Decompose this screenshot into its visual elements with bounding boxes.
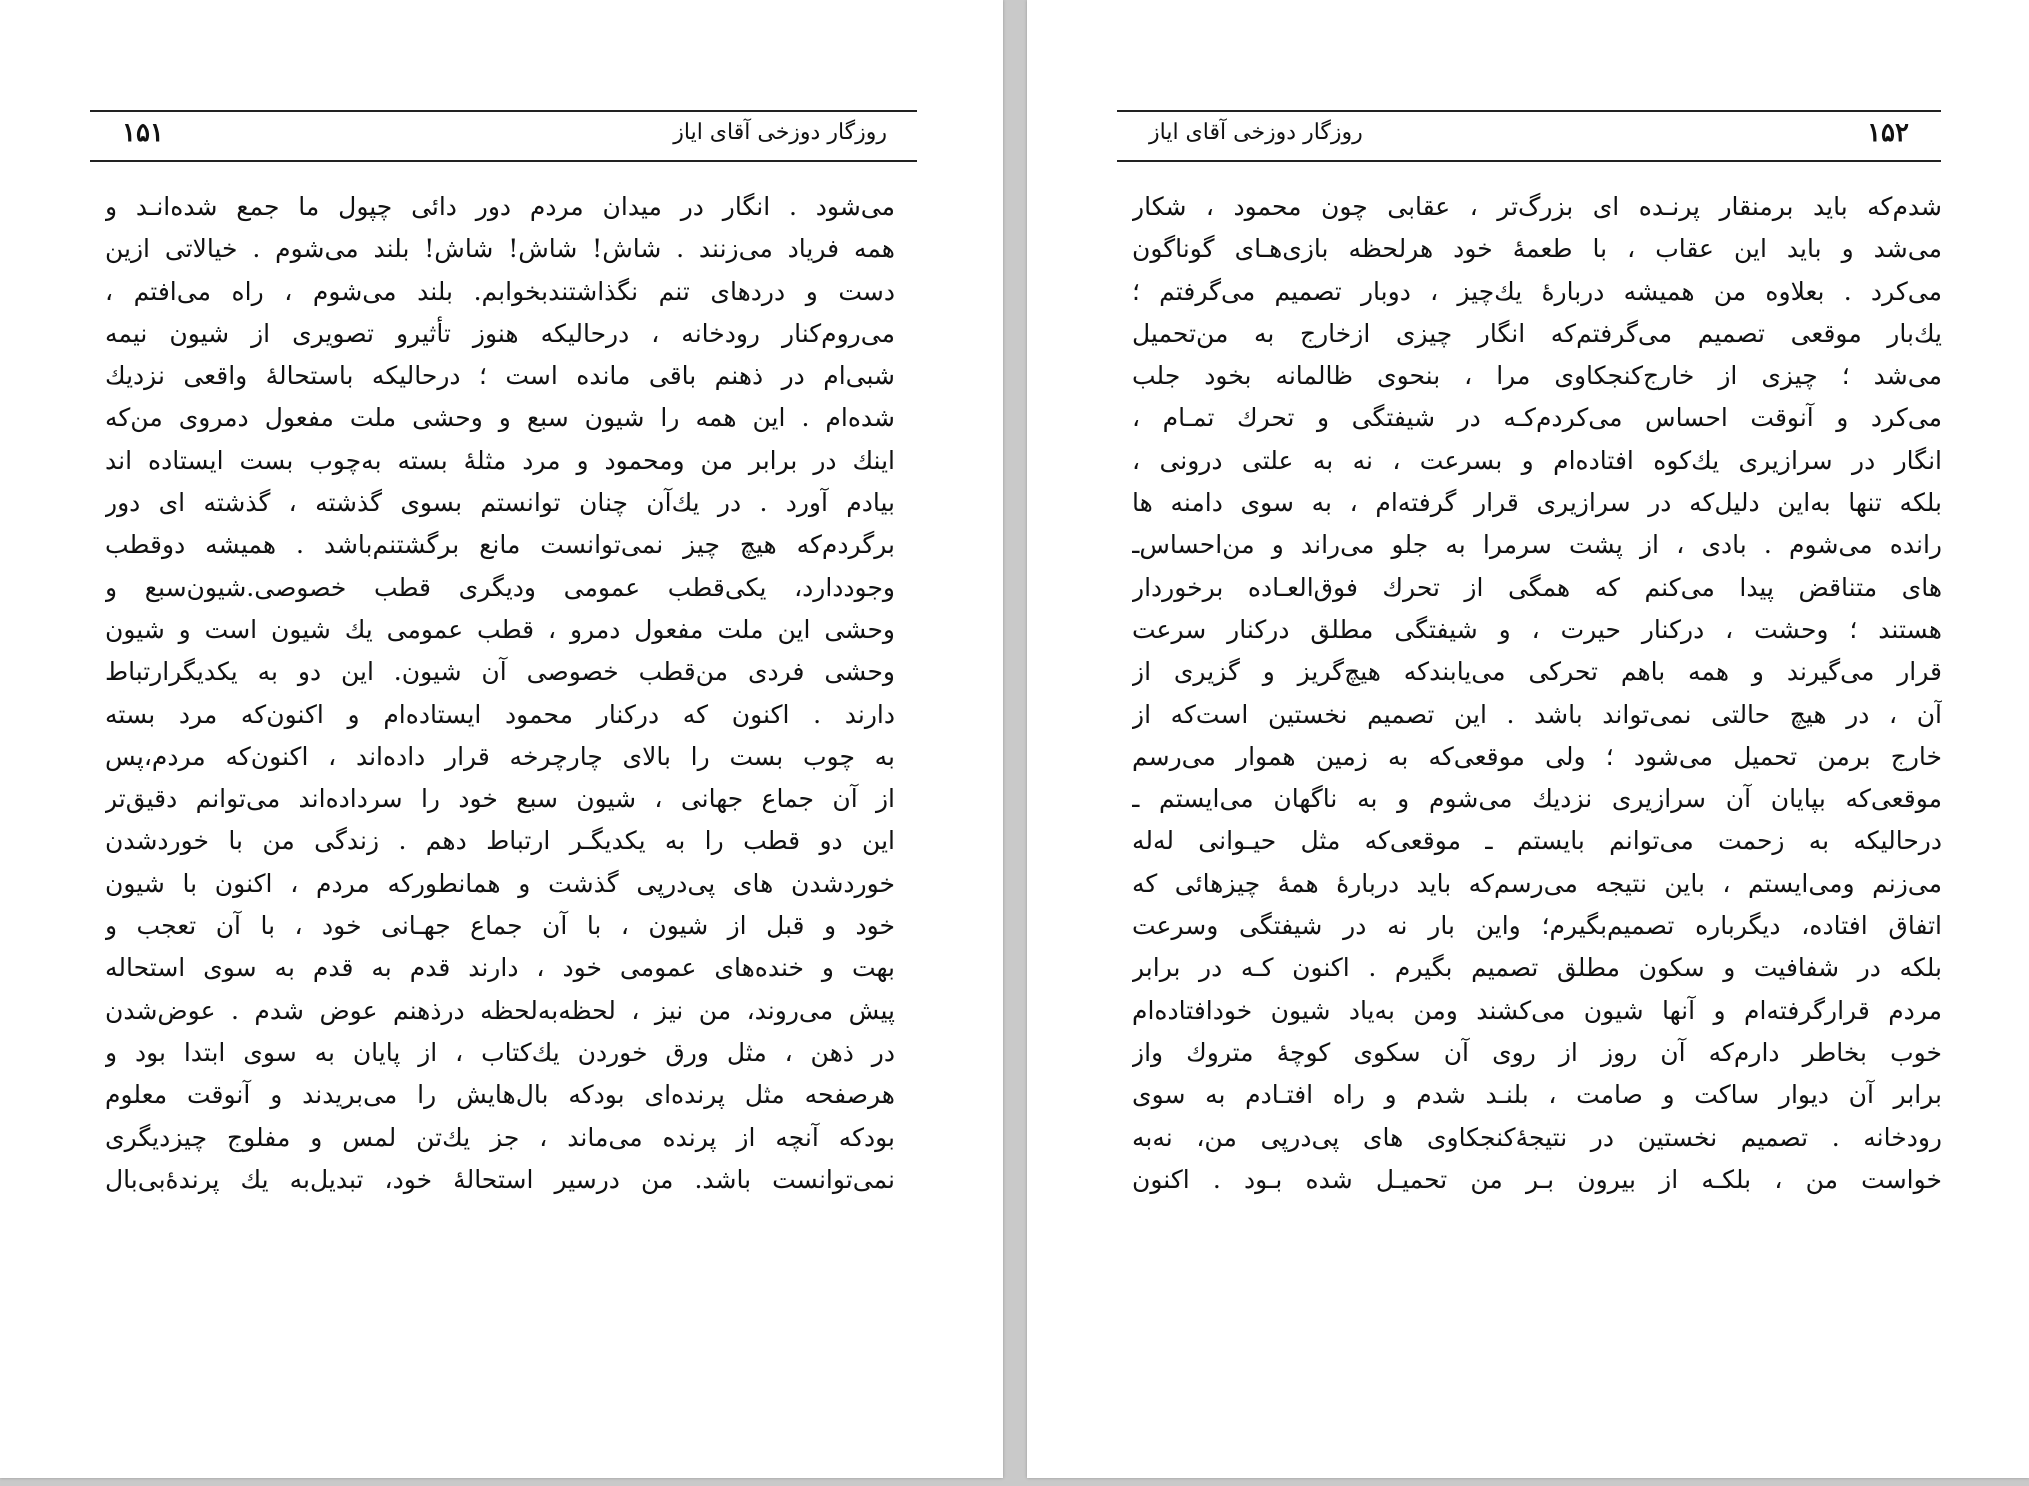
text-line: خواست من ، بلکـه از بیرون بـر من تحمیـل شده بـود . اکنون: [1132, 1164, 1942, 1194]
text-line: دارند . اکنون که درکنار محمود ایستاده‌ام و اکنون‌که مرد بسته: [105, 699, 895, 729]
text-line: اتفاق افتاده، دیگرباره تصمیم‌بگیرم؛ واین بار نه در شیفتگی وسرعت: [1132, 911, 1942, 941]
running-head: [1117, 110, 1941, 162]
text-line: این دو قطب را به یکدیگـر ارتباط دهم . زندگی من با خوردشدن: [105, 826, 895, 856]
text-line: به چوب بست را بالای چارچرخه قرار داده‌اند ، اکنون‌که مردم،پس: [105, 741, 895, 771]
text-line: خود و قبل از شیون ، با آن جماع جهـانی خود ، با آن تعجب و: [105, 911, 895, 941]
text-line: شبی‌ام در ذهنم باقی مانده است ؛ درحالیکه باستحالهٔ واقعی نزدیك: [105, 361, 895, 391]
running-title: روزگار دوزخی آقای ایاز: [1149, 120, 1363, 145]
text-line: می‌کرد . بعلاوه من همیشه دربارهٔ یك‌چیز ، دوبار تصمیم می‌گرفتم ؛: [1132, 276, 1942, 306]
left-page: [0, 0, 1003, 1478]
text-line: می‌شد و باید این عقاب ، با طعمهٔ خود هرلحظه بازی‌هـای گوناگون: [1132, 234, 1942, 264]
text-line: وجوددارد، یکی‌قطب عمومی ودیگری قطب خصوصی.شیون‌سبع و: [105, 572, 895, 602]
text-line: بلکه تنها به‌این دلیل‌که در سرازیری قرار گرفته‌ام ، به سوی دامنه ها: [1132, 488, 1942, 518]
text-line: های متناقض پیدا می‌کنم که همگی از تحرك فوق‌العـاده برخوردار: [1132, 572, 1942, 602]
running-title: روزگار دوزخی آقای ایاز: [673, 120, 887, 145]
text-line: یك‌بار موقعی تصمیم می‌گرفتم‌که انگار چیزی ازخارج به من‌تحمیل: [1132, 318, 1942, 348]
text-line: از آن جماع جهانی ، شیون سبع خود را سرداده‌اند می‌توانم دقیق‌تر: [105, 784, 895, 814]
text-line: در ذهن ، مثل ورق خوردن یك‌کتاب ، از پایان به سوی ابتدا بود و: [105, 1037, 895, 1067]
text-line: آن ، در هیچ حالتی نمی‌تواند باشد . این تصمیم نخستین است‌که از: [1132, 699, 1942, 729]
text-line: موقعی‌که بپایان آن سرازیری نزدیك می‌شوم و به ناگهان می‌ایستم ـ: [1132, 784, 1942, 814]
text-line: درحالیکه به زحمت می‌توانم بایستم ـ موقعی‌که مثل حیـوانی له‌له: [1132, 826, 1942, 856]
text-line: قرار می‌گیرند و همه باهم تحرکی می‌یابندکه هیچ‌گریز و گزیری از: [1132, 657, 1942, 687]
page-number: ۱۵۲: [1867, 118, 1909, 148]
text-line: می‌روم‌کنار رودخانه ، درحالیکه هنوز تأثیرو تصویری از شیون نیمه‌: [105, 318, 895, 348]
text-line: بهت و خنده‌های عمومی خود ، دارند قدم به قدم به سوی استحاله: [105, 953, 895, 983]
text-line: شدم‌که باید برمنقار پرنـده ای بزرگ‌تر ، عقابی چون محمود ، شکار: [1132, 192, 1942, 221]
text-line: خارج برمن تحمیل می‌شود ؛ ولی موقعی‌که به زمین هموار می‌رسم: [1132, 741, 1942, 771]
text-line: اینك در برابر من ومحمود و مرد مثلهٔ بسته به‌چوب بست ایستاده اند: [105, 445, 895, 475]
text-line: بیادم آورد . در یك‌آن چنان توانستم بسوی گذشته ، گذشته ای دور: [105, 488, 895, 518]
text-line: وحشی این ملت مفعول دمرو ، قطب عمومی یك شیون است و شیون: [105, 614, 895, 644]
text-line: انگار در سرازیری یك‌کوه افتاده‌ام و بسرعت ، نه به علتی درونی ،: [1132, 445, 1942, 475]
text-line: دست و دردهای تنم نگذاشتندبخوابم. بلند می‌شوم ، راه می‌افتم ،: [105, 276, 895, 306]
text-line: رانده می‌شوم . بادی ، از پشت سرمرا به جلو می‌راند و من‌احساس‌ـ: [1132, 530, 1942, 560]
text-line: مردم قرارگرفته‌ام و آنها شیون می‌کشند ومن به‌یاد شیون خودافتاده‌ام: [1132, 995, 1942, 1025]
text-line: همه فریاد می‌زنند . شاش! شاش! شاش! بلند می‌شوم . خیالاتی ازین: [105, 234, 895, 264]
text-line: برابر آن دیوار ساکت و صامت ، بلنـد شدم و راه افتـادم به سوی: [1132, 1080, 1942, 1110]
text-line: هستند ؛ وحشت ، درکنار حیرت ، و شیفتگی مطلق درکنار سرعت: [1132, 614, 1942, 644]
running-head: [90, 110, 917, 162]
text-line: پیش می‌روند، من نیز ، لحظه‌به‌لحظه درذهنم عوض شدم . عوض‌شدن: [105, 995, 895, 1025]
right-page: [1027, 0, 2029, 1478]
body-text: [105, 186, 895, 1201]
text-line: می‌شود . انگار در میدان مردم دور دائی چپول ما جمع شده‌انـد و: [105, 192, 895, 221]
text-line: هرصفحه مثل پرنده‌ای بودکه بال‌هایش را می‌بریدند و آنوقت معلوم: [105, 1080, 895, 1110]
page-number: ۱۵۱: [122, 118, 164, 148]
text-line: بودکه آنچه از پرنده می‌ماند ، جز یك‌تن لمس و مفلوج چیزدیگری: [105, 1122, 895, 1152]
text-line: برگردم‌که هیچ چیز نمی‌توانست مانع برگشتنم‌باشد . همیشه دوقطب: [105, 530, 895, 560]
body-text: [1132, 186, 1942, 1201]
text-line: بلکه در شفافیت و سکون مطلق تصمیم بگیرم . اکنون کـه در برابر: [1132, 953, 1942, 983]
text-line: می‌کرد و آنوقت احساس می‌کردم‌کـه در شیفتگی و تحرك تمـام ،: [1132, 403, 1942, 433]
text-line: رودخانه . تصمیم نخستین در نتیجهٔ‌کنجکاوی های پی‌درپی من، نه‌به‌: [1132, 1122, 1942, 1152]
text-line: می‌زنم ومی‌ایستم ، باین نتیجه می‌رسم‌که باید دربارهٔ همهٔ چیزهائی که: [1132, 868, 1942, 898]
text-line: نمی‌توانست باشد. من درسیر استحالهٔ خود، تبدیل‌به یك پرندهٔ‌بی‌بال: [105, 1164, 895, 1194]
text-line: وحشی فردی من‌قطب خصوصی آن شیون. این دو به یکدیگرارتباط: [105, 657, 895, 687]
text-line: خوب بخاطر دارم‌که آن روز از روی آن سکوی کوچهٔ متروك واز: [1132, 1037, 1942, 1067]
text-line: می‌شد ؛ چیزی از خارج‌کنجکاوی مرا ، بنحوی ظالمانه بخود جلب: [1132, 361, 1942, 391]
text-line: شده‌ام . این همه را شیون سبع و وحشی ملت مفعول دمروی من‌که: [105, 403, 895, 433]
text-line: خوردشدن های پی‌درپی گذشت و همانطورکه مردم ، اکنون با شیون: [105, 868, 895, 898]
